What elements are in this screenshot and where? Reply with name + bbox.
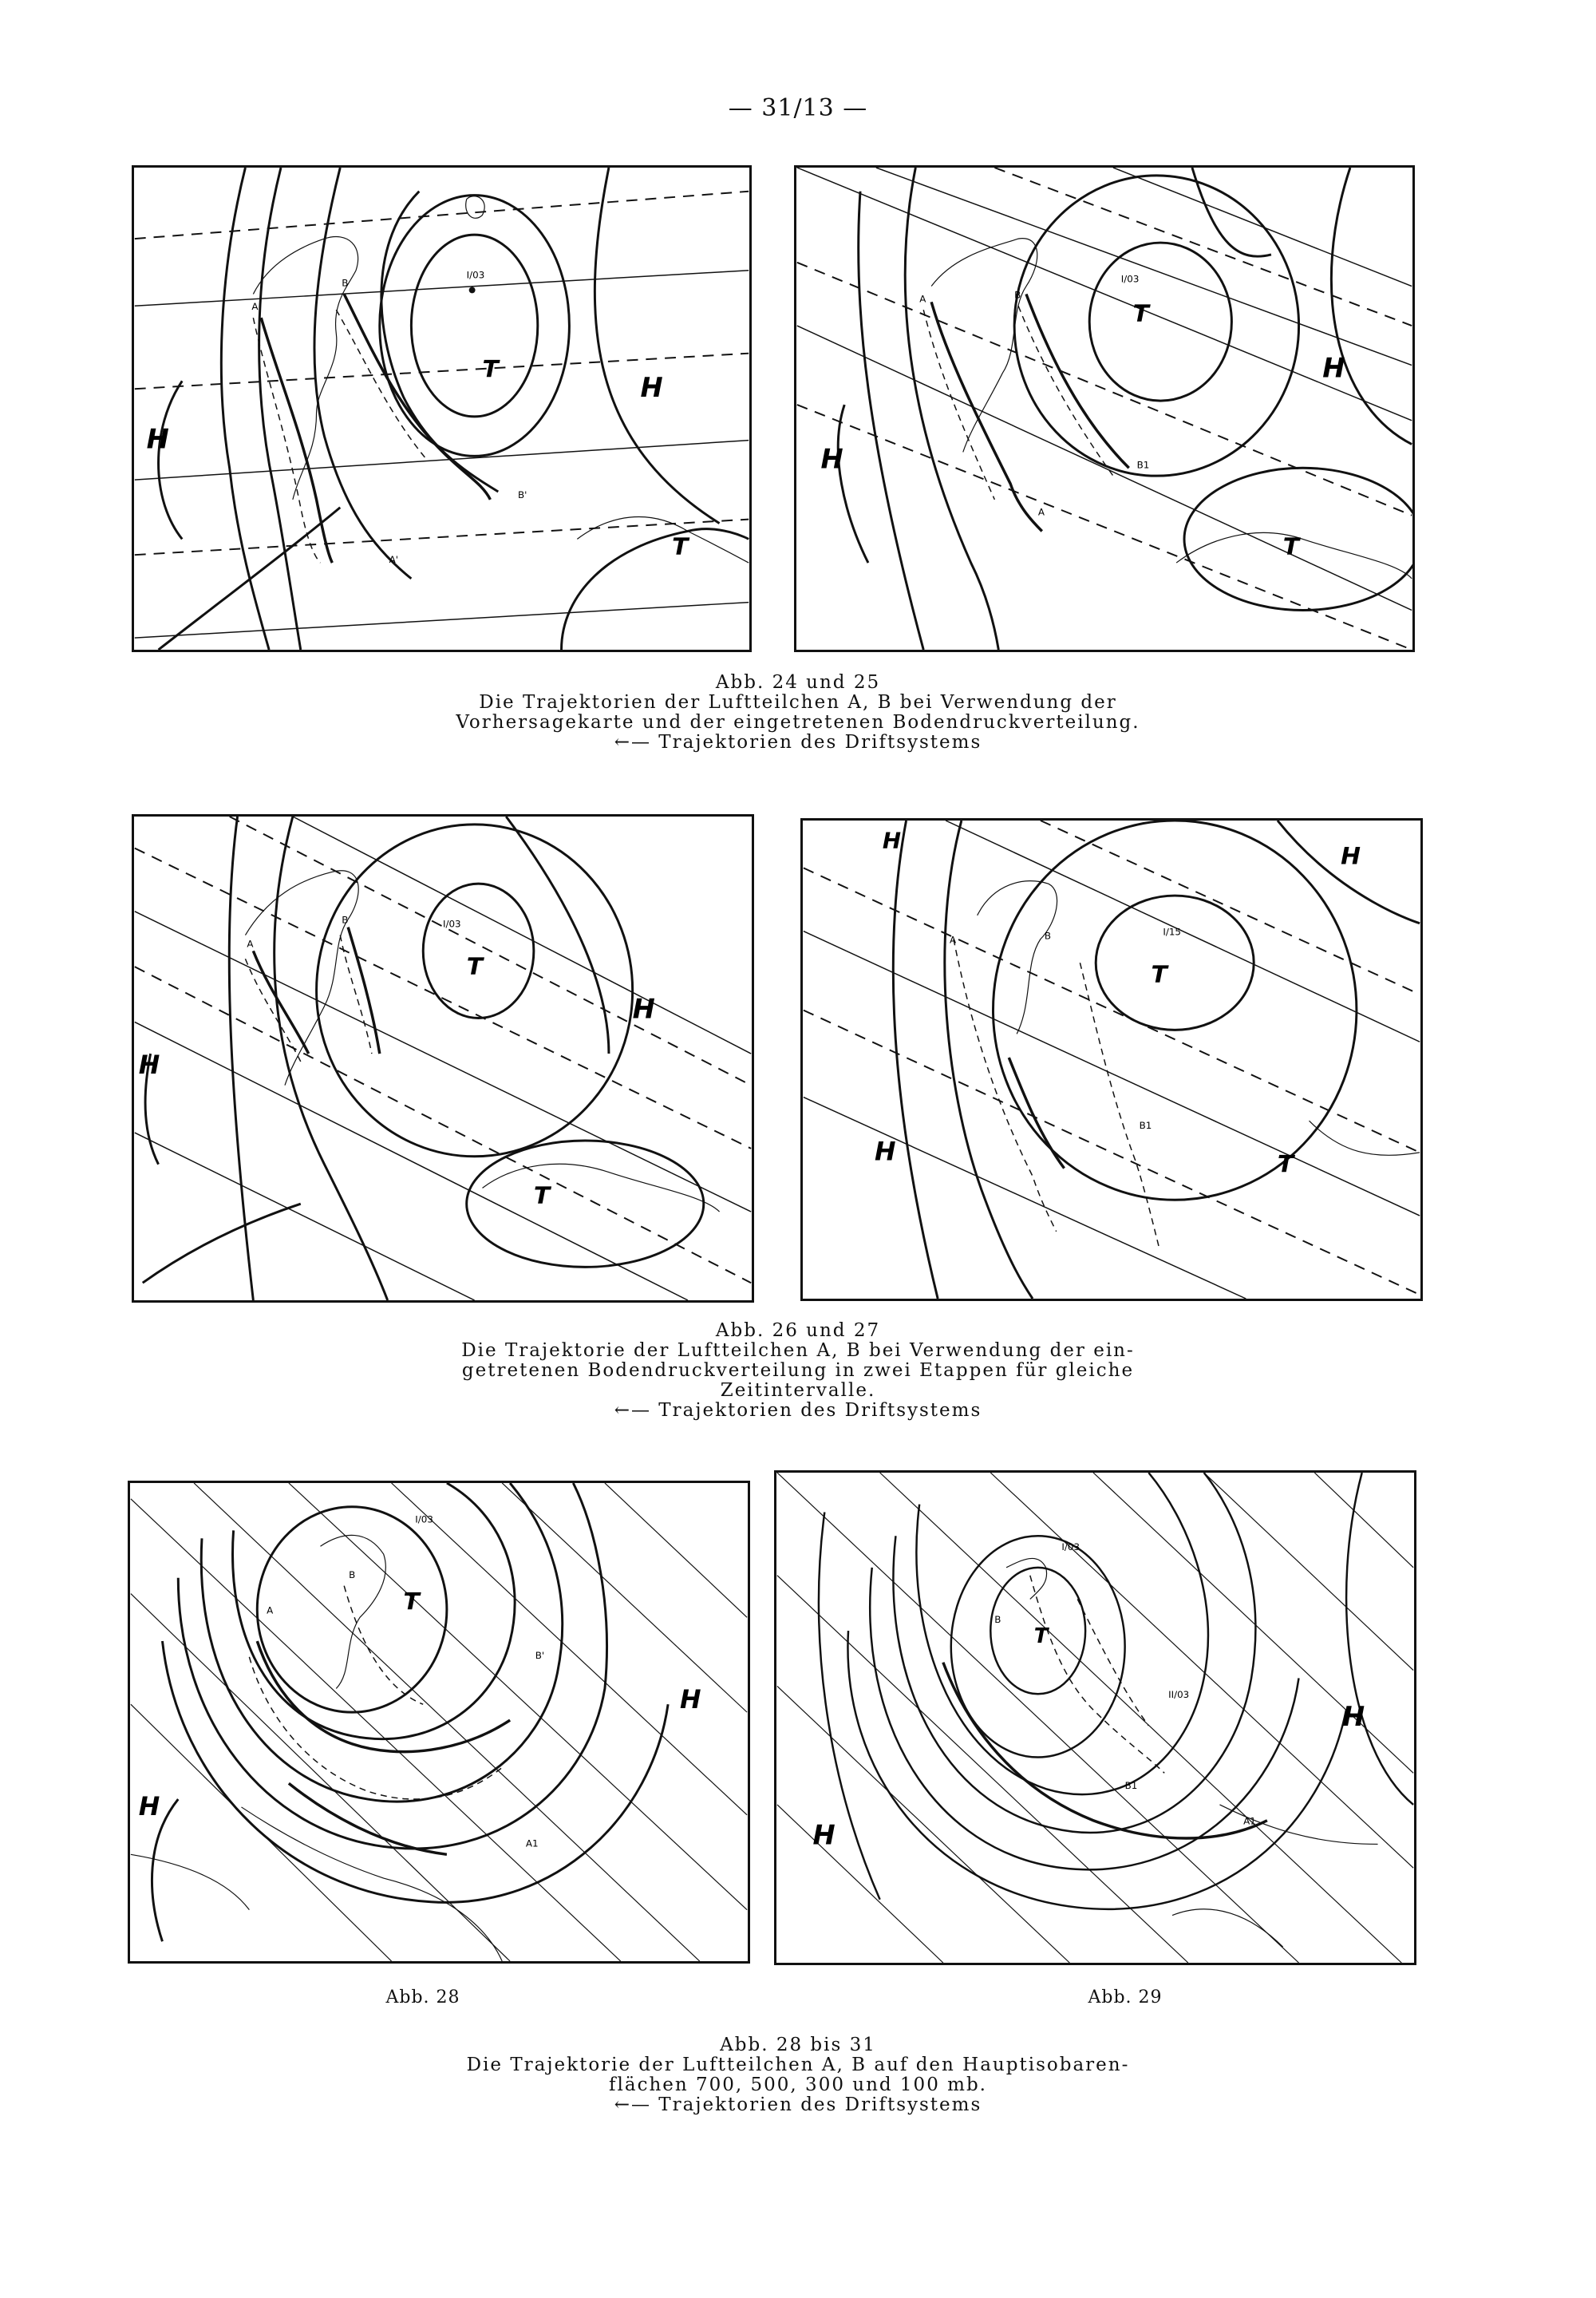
caption-line: Die Trajektorie der Luftteilchen A, B auf den Hauptisobaren- xyxy=(466,2055,1130,2075)
caption-line: ←— Trajektorien des Driftsystems xyxy=(614,732,982,753)
map-29-center-label: I/03 xyxy=(1061,1541,1080,1553)
caption-abb-28-31 xyxy=(383,2035,1213,2115)
caption-line: Die Trajektorien der Luftteilchen A, B bei Verwendung der xyxy=(479,692,1117,713)
map-29-point-a1: A1 xyxy=(1243,1815,1256,1827)
map-25-low-label-2: T xyxy=(1282,533,1300,562)
map-28-point-a: A xyxy=(267,1604,274,1616)
map-27-high-label: H xyxy=(882,827,902,854)
map-28-center-label: I/03 xyxy=(415,1513,433,1525)
map-29-center-label-2: II/03 xyxy=(1168,1689,1190,1701)
map-abb-27 xyxy=(800,818,1423,1301)
map-26-center-label: I/03 xyxy=(443,918,461,930)
map-29-low-label: T xyxy=(1033,1624,1049,1648)
page-number: — 31/13 — xyxy=(728,94,868,122)
map-24-point-b: B xyxy=(342,277,349,289)
map-26-low-label-2: T xyxy=(533,1182,551,1211)
map-25-low-label: T xyxy=(1132,300,1149,329)
caption-line: Die Trajektorie der Luftteilchen A, B bei Verwendung der ein- xyxy=(461,1340,1135,1361)
map-26-high-label: H xyxy=(138,1050,160,1080)
map-25-point-b1: B1 xyxy=(1136,459,1150,471)
map-27-center-label: I/15 xyxy=(1163,926,1181,938)
map-25-point-a1: A xyxy=(1037,506,1045,518)
map-abb-28 xyxy=(128,1481,750,1964)
map-29-point-b1: B1 xyxy=(1124,1780,1138,1792)
map-27-point-b: B xyxy=(1044,930,1051,942)
map-29-high-label: H xyxy=(812,1819,836,1851)
map-28-point-b1: B' xyxy=(535,1649,545,1661)
map-26-drawing xyxy=(134,817,752,1300)
caption-line: Abb. 24 und 25 xyxy=(715,672,881,693)
map-27-point-b1: B1 xyxy=(1139,1120,1152,1132)
caption-abb-26-27 xyxy=(383,1321,1213,1421)
caption-line: ←— Trajektorien des Driftsystems xyxy=(614,1400,982,1421)
caption-abb-24-25 xyxy=(383,673,1213,753)
map-24-point-b1: B' xyxy=(518,488,527,500)
map-25-high-label: H xyxy=(820,443,843,475)
map-27-high-label-2: H xyxy=(1341,842,1361,871)
map-27-high-label-3: H xyxy=(874,1137,896,1167)
map-25-drawing xyxy=(796,168,1412,650)
map-24-high-label: H xyxy=(146,423,169,455)
map-abb-26 xyxy=(132,814,754,1303)
map-28-high-label: H xyxy=(138,1792,160,1821)
abb-28-label: Abb. 28 xyxy=(385,1988,460,2007)
map-24-point-a1: A' xyxy=(389,554,399,566)
map-28-point-a1: A1 xyxy=(525,1837,539,1849)
map-28-drawing xyxy=(130,1483,748,1961)
map-24-drawing xyxy=(134,168,749,650)
caption-line: ←— Trajektorien des Driftsystems xyxy=(614,2094,982,2115)
map-26-low-label: T xyxy=(466,953,483,982)
map-24-high-label-2: H xyxy=(640,372,663,404)
map-28-point-b: B xyxy=(349,1568,356,1580)
map-25-point-b: B xyxy=(1014,289,1021,301)
map-24-center-label: I/03 xyxy=(466,269,485,281)
caption-line: Abb. 26 und 27 xyxy=(715,1320,881,1341)
map-29-high-label-2: H xyxy=(1341,1700,1365,1732)
map-29-drawing xyxy=(776,1473,1414,1963)
map-27-point-a: A xyxy=(950,934,957,946)
map-25-point-a: A xyxy=(919,293,926,305)
map-27-low-label-2: T xyxy=(1277,1150,1294,1179)
map-24-point-a: A xyxy=(251,301,259,313)
map-26-point-a: A xyxy=(247,938,254,950)
map-27-low-label: T xyxy=(1151,960,1167,989)
map-28-high-label-2: H xyxy=(679,1686,701,1715)
map-26-high-label-2: H xyxy=(632,993,655,1025)
caption-line: flächen 700, 500, 300 und 100 mb. xyxy=(609,2075,987,2095)
map-28-low-label: T xyxy=(403,1588,420,1616)
caption-line: Abb. 28 bis 31 xyxy=(720,2035,876,2055)
caption-line: Zeitintervalle. xyxy=(720,1380,876,1401)
map-27-drawing xyxy=(803,821,1420,1299)
map-25-high-label-2: H xyxy=(1322,352,1345,384)
map-26-point-b: B xyxy=(342,914,349,926)
map-24-low-label: T xyxy=(482,355,499,384)
map-abb-29 xyxy=(774,1470,1416,1965)
map-29-point-b: B xyxy=(994,1614,1001,1626)
map-abb-25 xyxy=(794,165,1415,652)
map-25-center-label: I/03 xyxy=(1120,273,1140,285)
abb-29-label: Abb. 29 xyxy=(1088,1988,1163,2007)
caption-line: getretenen Bodendruckverteilung in zwei Etappen für gleiche xyxy=(461,1360,1135,1381)
map-24-low-label-2: T xyxy=(672,533,689,562)
caption-line: Vorhersagekarte und der eingetretenen Bodendruckverteilung. xyxy=(456,712,1140,733)
map-abb-24 xyxy=(132,165,752,652)
